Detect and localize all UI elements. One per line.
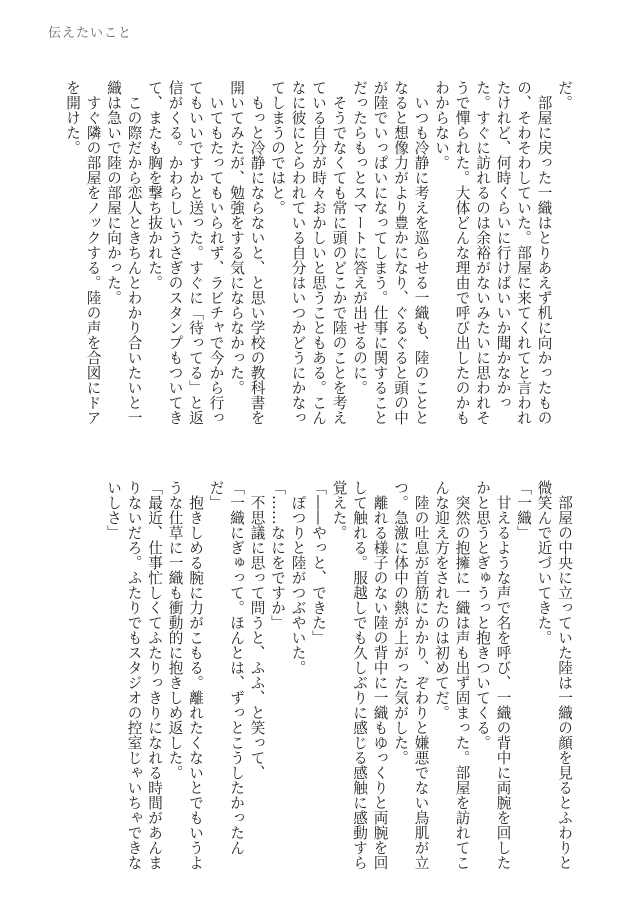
paragraph: 不思議に思って問うと、ふふ、と笑って、 — [248, 494, 266, 780]
lower-text-block — [54, 480, 574, 870]
paragraph: すぐ隣の部屋をノックする。陸の声を合図にドアを開けた。 — [64, 80, 102, 425]
paragraph: 陸の吐息が首筋にかかり、ぞわりと嫌悪でない鳥肌が立つ。急激に体中の熱が上がった気がした。 — [392, 480, 430, 870]
running-header: 伝えたいこと — [48, 26, 133, 41]
paragraph: この際だから恋人ときちんとわかり合いたいと一織は急いで陸の部屋に向かった。 — [105, 80, 143, 425]
paragraph: いてもたってもいられず、ラビチャで今から行ってもいいですかと送った。すぐに「待ってる」と返信がくる。かわらしいうさぎのスタンプもついてきて、またも胸を撃ち抜かれた。 — [146, 80, 225, 425]
paragraph: いつも冷静に考えを巡らせる一織も、陸のこととなると想像力がより豊かになり、ぐるぐると頭の中が陸でいっぱいになってしまう。仕事に関することだったらもっとスマートに答えが出せるのに。 — [351, 80, 430, 425]
dialogue-line: 「――やっと、できた」 — [310, 480, 327, 645]
paragraph: ぽつりと陸がつぶやいた。 — [289, 494, 307, 675]
paragraph: だ。 — [556, 80, 573, 110]
paragraph: 突然の抱擁に一織は声も出ず固まった。部屋を訪れてこんな迎え方をされたのは初めてだ。 — [433, 480, 471, 870]
upper-text-block — [54, 80, 574, 430]
paragraph: そうでなくても常に頭のどこかで陸のことを考えている自分が時々おかしいと思うこともある。こんなに彼にとらわれている自分はいつかどうにかなってしまうのではと。 — [269, 80, 348, 425]
paragraph: 抱きしめる腕に力がこもる。離れたくないとでもいうような仕草に一織も衝動的に抱きしめ返した。 — [166, 480, 204, 870]
dialogue-line: 「最近、仕事忙しくてふたりっきりになれる時間があんまりないだろ。ふたりでもスタジオの控室じゃいちゃできないしさ」 — [105, 480, 163, 870]
paragraph: もっと冷静にならないと、と思い学校の教科書を開いてみたが、勉強をする気にならなかった。 — [228, 80, 266, 425]
dialogue-line: 「一織にぎゅって。ほんとは、ずっとこうしたかったんだ」 — [207, 480, 245, 855]
paragraph: 甘えるような声で名を呼び、一織の背中に両腕を回したかと思うとぎゅうっと抱きついてくる。 — [474, 480, 512, 870]
dialogue-line: 「一織」 — [515, 480, 532, 540]
paragraph: 部屋に戻った一織はとりあえず机に向かったものの、そわそわしていた。部屋に来てくれてと言われたけれど、何時くらいに行けばいいか聞かなかった。すぐに訪れるのは余裕がないみたいに思われそうで憚られた。大体どんな理由で呼び出したのかもわからない。 — [433, 80, 553, 425]
dialogue-line: 「……なにをですか」 — [269, 480, 286, 630]
paragraph: 部屋の中央に立っていた陸は一織の顔を見るとふわりと微笑んで近づいてきた。 — [535, 480, 573, 870]
paragraph: 離れる様子のない陸の背中に一織もゆっくりと両腕を回して触れる。服越しでも久しぶりに感じる感触に感動すら覚えた。 — [330, 480, 389, 870]
